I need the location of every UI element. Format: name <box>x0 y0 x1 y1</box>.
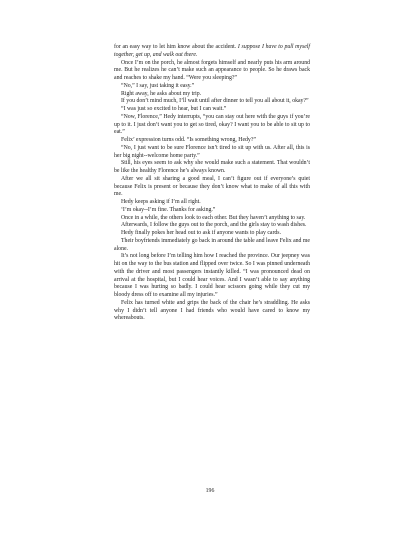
book-page-body <box>114 44 310 323</box>
paragraph: “I was just so excited to hear, but I can wait.” <box>121 106 227 112</box>
paragraph: Once in a while, the others look to each other. But they haven’t anything to say. <box>121 214 306 221</box>
paragraph: If you don’t mind much, I’ll wait until after dinner to tell you all about it, okay?” <box>121 98 309 105</box>
paragraph: “No, I just want to be sure Florence isn’t tired to sit up with us. After all, this is her big night--welcome home party.” <box>114 144 310 159</box>
paragraph: Their boyfriends immediately go back in around the table and leave Felix and me alone. <box>114 237 310 252</box>
paragraph: Afterwards, I follow the guys out to the porch, and the girls stay to wash dishes. <box>121 222 307 229</box>
paragraph: After we all sit sharing a good meal, I can’t figure out if everyone’s quiet because Felix is present or because they don’t know what to make of all this with me. <box>114 175 310 198</box>
paragraph: Felix’ expression turns odd. “Is something wrong, Hedy?” <box>121 137 256 143</box>
paragraph: Hedy finally pokes her head out to ask if anyone wants to play cards. <box>121 230 282 236</box>
paragraph-text: for an easy way to let him know about the accident. <box>114 44 238 50</box>
paragraph: Once I’m on the porch, he almost forgets himself and nearly puts his arm around me. But he realizes he can’t make such an appearance to people. So he draws back and reaches to shake my hand. “Were you sleeping?” <box>114 59 310 81</box>
paragraph: It’s not long before I’m telling him how I reached the province. Our jeepney was hit on the way to the bus station and flipped over twice. So I was pinned underneath with the driver and most passengers instantly killed. “I was pronounced dead on arrival at the hospital, but I could hear voices. And I wasn’t able to say anything because I was hurting so badly. I could hear scissors going while they cut my bloody dress off to examine all my injuries.” <box>114 253 310 298</box>
paragraph: Felix has turned white and grips the back of the chair he’s straddling. He asks why I didn’t tell anyone I had friends who would have cared to know my whereabouts. <box>114 299 310 322</box>
paragraph-italic-text: I suppose I have to pull myself together, get up, and walk out there. <box>114 44 310 58</box>
paragraph: Still, his eyes seem to ask why she would make such a statement. That wouldn’t be like the healthy Florence he’s always known. <box>114 160 310 174</box>
paragraph: Right away, he asks about my trip. <box>121 90 202 97</box>
paragraph <box>114 44 310 60</box>
paragraph: Hedy keeps asking if I’m all right. <box>121 199 201 205</box>
page-number: 196 <box>205 488 215 494</box>
paragraph: “No,” I say, just taking it easy.” <box>121 82 195 89</box>
paragraph: ‘I’m okay--I’m fine. Thanks for asking.” <box>121 206 216 213</box>
paragraph: “Now, Florence,” Hedy interrupts, “you can stay out here with the guys if you’re up to it. I just don’t want you to get so tired, okay? I want you to be able to sit up to eat.” <box>114 113 310 136</box>
